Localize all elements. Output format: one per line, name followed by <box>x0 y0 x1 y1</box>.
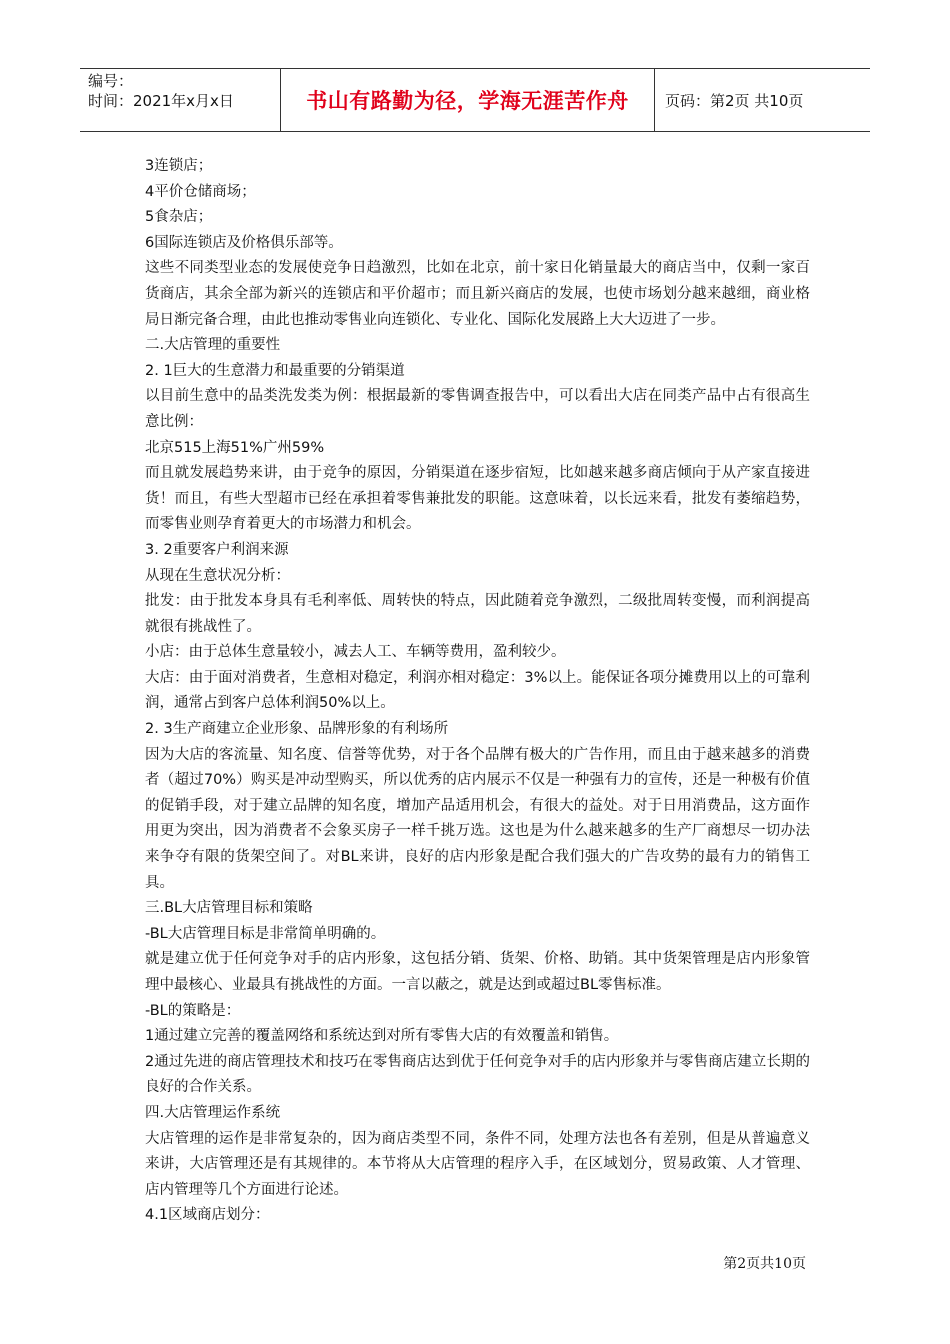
paragraph: 5食杂店； <box>145 209 213 226</box>
section-heading: 四.大店管理运作系统 <box>145 1104 281 1121</box>
document-body <box>145 154 810 1229</box>
paragraph: 因为大店的客流量、知名度、信誉等优势，对于各个品牌有极大的广告作用，而且由于越来越多的消费者（超过70%）购买是冲动型购买，所以优秀的店内展示不仅是一种强有力的宣传，还是一种极有价值的促销手段，对于建立品牌的知名度，增加产品适用机会，有很大的益处。对于日用消费品，这方面作用更为突出，因为消费者不会象买房子一样千挑万选。这也是为什么越来越多的生产厂商想尽一切办法来争夺有限的货架空间了。对BL来讲，良好的店内形象是配合我们强大的广告攻势的最有力的销售工具。 <box>145 746 810 891</box>
section-heading: 三.BL大店管理目标和策略 <box>145 900 313 917</box>
subsection-heading: 4.1区域商店划分： <box>145 1207 270 1224</box>
header-meta <box>80 69 281 131</box>
paragraph: 4平价仓储商场； <box>145 183 256 200</box>
paragraph: 大店：由于面对消费者，生意相对稳定，利润亦相对稳定：3%以上。能保证各项分摊费用以上的可靠利润，通常占到客户总体利润50%以上。 <box>145 669 810 712</box>
section-heading: 二.大店管理的重要性 <box>145 337 281 354</box>
paragraph: 北京515上海51%广州59% <box>145 439 325 456</box>
paragraph: -BL大店管理目标是非常简单明确的。 <box>145 925 386 942</box>
subsection-heading: 2. 3生产商建立企业形象、品牌形象的有利场所 <box>145 721 449 738</box>
header-page-number: 页码：第2页 共10页 <box>665 91 804 110</box>
paragraph: 3连锁店； <box>145 158 213 174</box>
page-header <box>80 68 870 132</box>
paragraph: 批发：由于批发本身具有毛利率低、周转快的特点，因此随着竞争激烈，二级批周转变慢，而利润提高就很有挑战性了。 <box>145 593 810 635</box>
paragraph: 6国际连锁店及价格俱乐部等。 <box>145 234 343 251</box>
paragraph: 2通过先进的商店管理技术和技巧在零售商店达到优于任何竞争对手的店内形象并与零售商店建立长期的良好的合作关系。 <box>145 1053 810 1096</box>
paragraph: 大店管理的运作是非常复杂的，因为商店类型不同，条件不同，处理方法也各有差别，但是从普遍意义来讲，大店管理还是有其规律的。本节将从大店管理的程序入手，在区域划分，贸易政策、人才管理、店内管理等几个方面进行论述。 <box>145 1130 810 1198</box>
paragraph: 以目前生意中的品类洗发类为例：根据最新的零售调查报告中，可以看出大店在同类产品中占有很高生意比例： <box>145 388 810 430</box>
paragraph: 从现在生意状况分析： <box>145 567 290 584</box>
header-motto: 书山有路勤为径，学海无涯苦作舟 <box>281 69 655 131</box>
page-footer: 第2页共10页 <box>723 1256 806 1272</box>
paragraph: 这些不同类型业态的发展使竞争日趋激烈，比如在北京，前十家日化销量最大的商店当中，仅剩一家百货商店，其余全部为新兴的连锁店和平价超市；而且新兴商店的发展，也使市场划分越来越细，商业格局日渐完备合理，由此也推动零售业向连锁化、专业化、国际化发展路上大大迈进了一步。 <box>145 260 810 328</box>
document-number: 编号： <box>88 72 134 90</box>
paragraph: 1通过建立完善的覆盖网络和系统达到对所有零售大店的有效覆盖和销售。 <box>145 1028 619 1045</box>
subsection-heading: 3. 2重要客户利润来源 <box>145 541 289 558</box>
document-date: 时间：2021年x月x日 <box>88 92 234 110</box>
subsection-heading: 2. 1巨大的生意潜力和最重要的分销渠道 <box>145 362 405 379</box>
paragraph: 就是建立优于任何竞争对手的店内形象，这包括分销、货架、价格、助销。其中货架管理是店内形象管理中最核心、业最具有挑战性的方面。一言以蔽之，就是达到或超过BL零售标准。 <box>145 951 810 993</box>
paragraph: -BL的策略是： <box>145 1002 241 1019</box>
paragraph: 而且就发展趋势来讲，由于竞争的原因，分销渠道在逐步宿短，比如越来越多商店倾向于从产家直接进货！而且，有些大型超市已经在承担着零售兼批发的职能。这意味着，以长远来看，批发有萎缩趋势，而零售业则孕育着更大的市场潜力和机会。 <box>145 465 810 533</box>
paragraph: 小店：由于总体生意量较小，减去人工、车辆等费用，盈利较少。 <box>145 644 566 661</box>
